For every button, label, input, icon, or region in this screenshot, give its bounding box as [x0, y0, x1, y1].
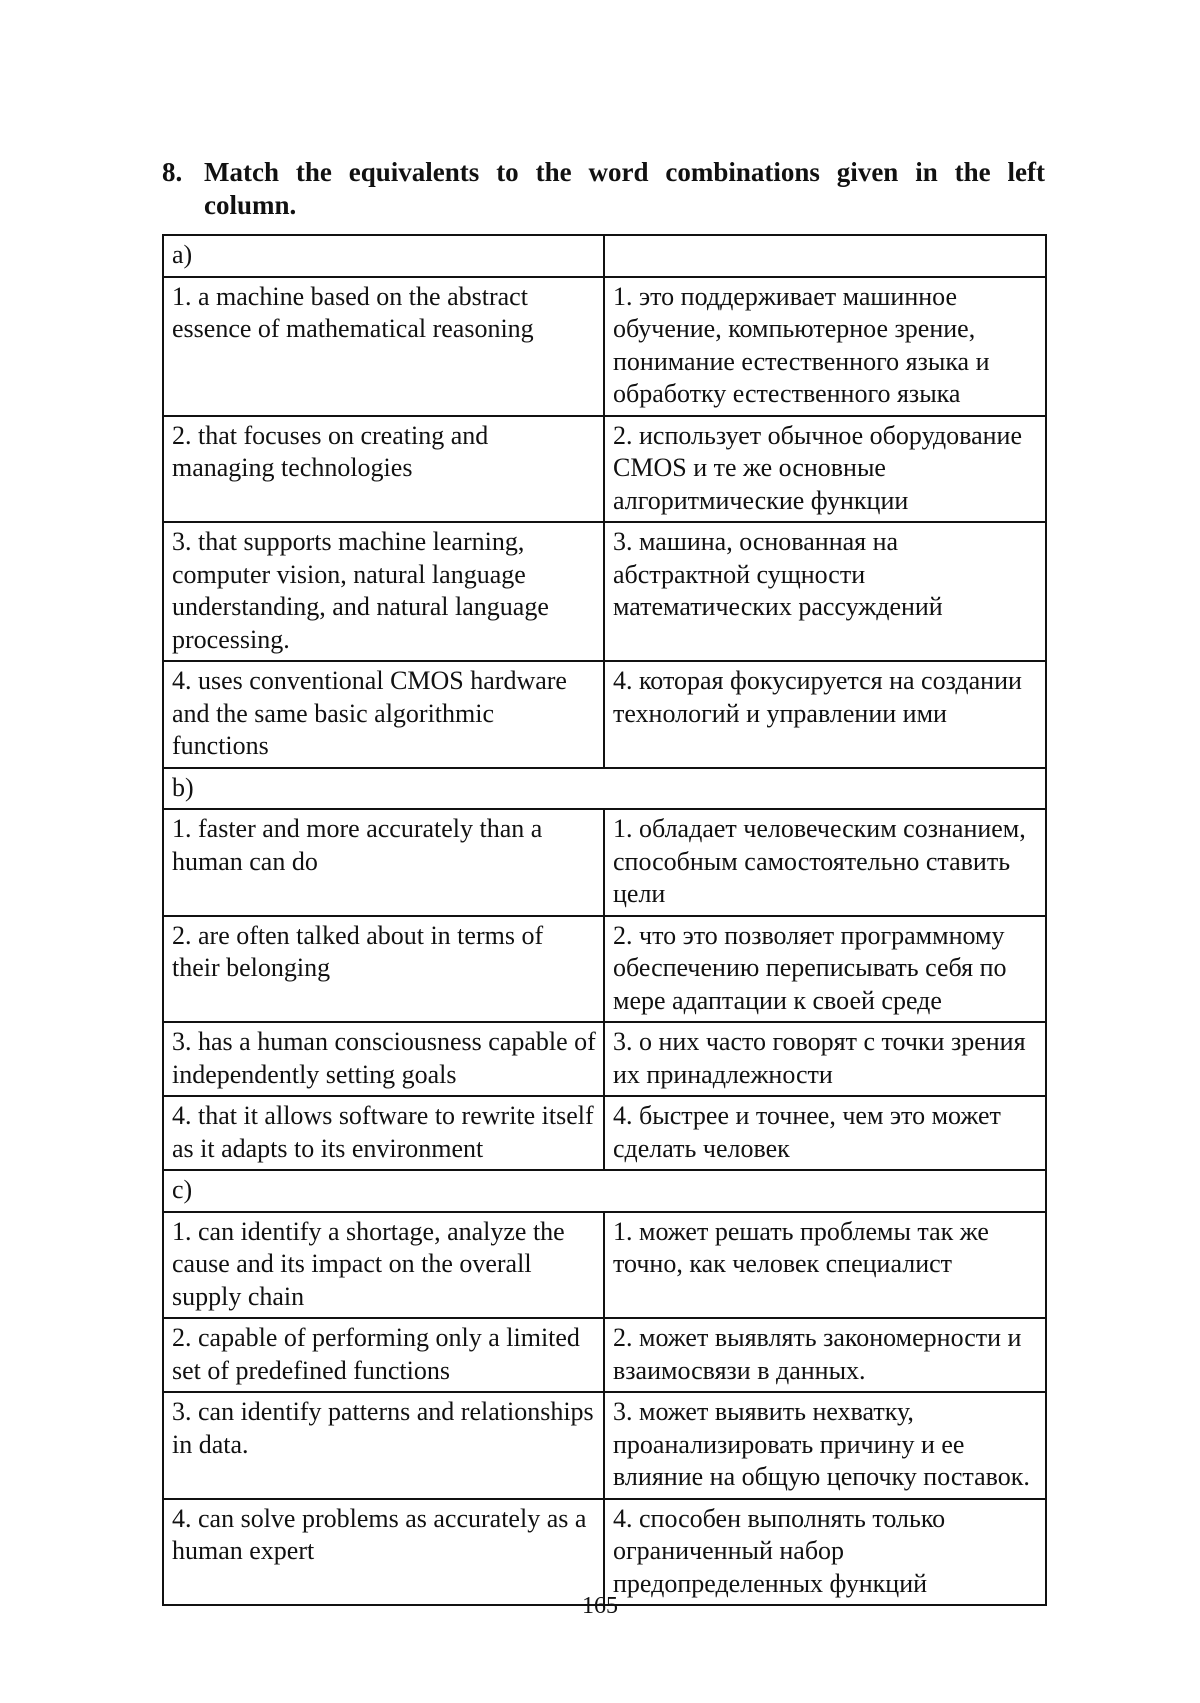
exercise-heading-line1	[162, 156, 1045, 189]
section-label: c)	[163, 1170, 1046, 1212]
left-cell: 1. a machine based on the abstract essence of mathematical reasoning	[163, 277, 604, 416]
right-cell: 2. использует обычное оборудование CMOS и те же основные алгоритмические функции	[604, 416, 1046, 523]
right-cell: 3. может выявить нехватку, проанализировать причину и ее влияние на общую цепочку поставок.	[604, 1392, 1046, 1499]
right-cell: 1. обладает человеческим сознанием, способным самостоятельно ставить цели	[604, 809, 1046, 916]
right-cell: 2. может выявлять закономерности и взаимосвязи в данных.	[604, 1318, 1046, 1392]
left-cell: 3. has a human consciousness capable of independently setting goals	[163, 1022, 604, 1096]
right-cell: 4. способен выполнять только ограниченный набор предопределенных функций	[604, 1499, 1046, 1606]
page-number: 165	[582, 1593, 618, 1619]
right-cell: 4. быстрее и точнее, чем это может сделать человек	[604, 1096, 1046, 1170]
left-cell: 1. faster and more accurately than a human can do	[163, 809, 604, 916]
exercise-number: 8.	[162, 157, 183, 187]
section-b-header-row	[163, 768, 1046, 810]
table-row	[163, 1096, 1046, 1170]
table-row	[163, 1392, 1046, 1499]
table-row	[163, 522, 1046, 661]
table-row	[163, 416, 1046, 523]
table-row	[163, 277, 1046, 416]
exercise-title-line2: column.	[204, 190, 297, 220]
matching-table	[162, 234, 1047, 1606]
section-label: b)	[163, 768, 1046, 810]
left-cell: 1. can identify a shortage, analyze the cause and its impact on the overall supply chain	[163, 1212, 604, 1319]
table-row	[163, 916, 1046, 1023]
table-row	[163, 1499, 1046, 1606]
left-cell: 3. can identify patterns and relationships in data.	[163, 1392, 604, 1499]
table-row	[163, 1022, 1046, 1096]
left-cell: 2. capable of performing only a limited set of predefined functions	[163, 1318, 604, 1392]
left-cell: 3. that supports machine learning, computer vision, natural language understanding, and natural language processing.	[163, 522, 604, 661]
right-cell: 4. которая фокусируется на создании технологий и управлении ими	[604, 661, 1046, 768]
table-row	[163, 809, 1046, 916]
section-header-empty-cell	[604, 235, 1046, 277]
table-row	[163, 1318, 1046, 1392]
left-cell: 4. can solve problems as accurately as a human expert	[163, 1499, 604, 1606]
right-cell: 3. машина, основанная на абстрактной сущности математических рассуждений	[604, 522, 1046, 661]
exercise-title-line1: Match the equivalents to the word combinations given in the left	[204, 157, 1045, 187]
left-cell: 2. that focuses on creating and managing technologies	[163, 416, 604, 523]
exercise-heading	[162, 156, 1045, 222]
section-a-header-row	[163, 235, 1046, 277]
table-row	[163, 1212, 1046, 1319]
section-label: a)	[163, 235, 604, 277]
left-cell: 4. that it allows software to rewrite itself as it adapts to its environment	[163, 1096, 604, 1170]
right-cell: 1. может решать проблемы так же точно, как человек специалист	[604, 1212, 1046, 1319]
right-cell: 1. это поддерживает машинное обучение, компьютерное зрение, понимание естественного языка и обработку естественного языка	[604, 277, 1046, 416]
section-c-header-row	[163, 1170, 1046, 1212]
left-cell: 2. are often talked about in terms of their belonging	[163, 916, 604, 1023]
right-cell: 3. о них часто говорят с точки зрения их принадлежности	[604, 1022, 1046, 1096]
right-cell: 2. что это позволяет программному обеспечению переписывать себя по мере адаптации к своей среде	[604, 916, 1046, 1023]
table-row	[163, 661, 1046, 768]
left-cell: 4. uses conventional CMOS hardware and the same basic algorithmic functions	[163, 661, 604, 768]
